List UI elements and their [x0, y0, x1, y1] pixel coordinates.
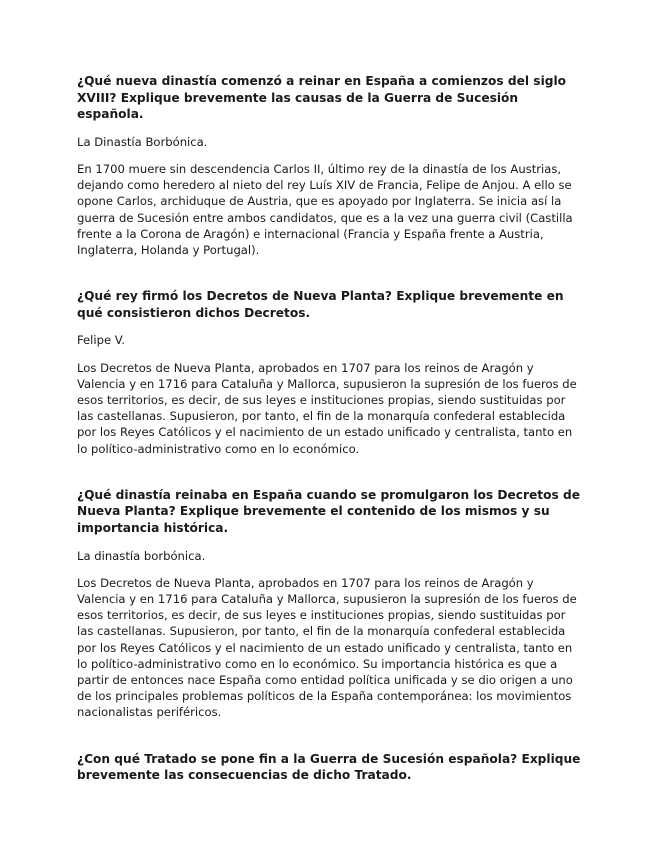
- qa-section-3: [77, 487, 585, 721]
- short-answer: La Dinastía Borbónica.: [77, 134, 208, 149]
- question-heading: ¿Qué dinastía reinaba en España cuando se promulgaron los Decretos de Nueva Planta? Explique brevemente el contenido de los mismos y su importancia histórica.: [77, 487, 580, 535]
- question-heading: ¿Qué nueva dinastía comenzó a reinar en España a comienzos del siglo XVIII? Explique brevemente las causas de la Guerra de Sucesión española.: [77, 74, 567, 122]
- answer-paragraph: Los Decretos de Nueva Planta, aprobados en 1707 para los reinos de Aragón y Valencia y en 1716 para Cataluña y Mallorca, supusieron la supresión de los fueros de esos territorios, es decir, de sus leyes e instituciones propias, siendo sustituidas por las castellanas. Supusieron, por tanto, el fin de la monarquía confederal establecida por los Reyes Católicos y el nacimiento de un estado unificado y centralista, tanto en lo político-administrativo como en lo económico. Su importancia histórica es que a partir de entonces nace España como entidad política unificada y se dio origen a uno de los principales problemas políticos de la España contemporánea: los movimientos nacionalistas periféricos.: [77, 575, 577, 720]
- answer-paragraph: Los Decretos de Nueva Planta, aprobados en 1707 para los reinos de Aragón y Valencia y en 1716 para Cataluña y Mallorca, supusieron la supresión de los fueros de esos territorios, es decir, de sus leyes e instituciones propias, siendo sustituidas por las castellanas. Supusieron, por tanto, el fin de la monarquía confederal establecida por los Reyes Católicos y el nacimiento de un estado unificado y centralista, tanto en lo político-administrativo como en lo económico.: [77, 360, 577, 456]
- answer-paragraph: En 1700 muere sin descendencia Carlos II, último rey de la dinastía de los Austrias, dejando como heredero al nieto del rey Luís XIV de Francia, Felipe de Anjou. A ello se opone Carlos, archiduque de Austria, que es apoyado por Inglaterra. Se inicia así la guerra de Sucesión entre ambos candidatos, que es a la vez una guerra civil (Castilla frente a la Corona de Aragón) e internacional (Francia y España frente a Austria, Inglaterra, Holanda y Portugal).: [77, 161, 573, 257]
- short-answer: La dinastía borbónica.: [77, 548, 206, 563]
- question-heading: ¿Qué rey firmó los Decretos de Nueva Planta? Explique brevemente en qué consistieron dichos Decretos.: [77, 289, 564, 320]
- qa-section-1: [77, 73, 585, 258]
- question-heading: ¿Con qué Tratado se pone fin a la Guerra de Sucesión española? Explique brevemente las consecuencias de dicho Tratado.: [77, 751, 581, 783]
- qa-section-4: [77, 751, 585, 784]
- qa-section-2: [77, 288, 585, 457]
- short-answer: Felipe V.: [77, 333, 125, 348]
